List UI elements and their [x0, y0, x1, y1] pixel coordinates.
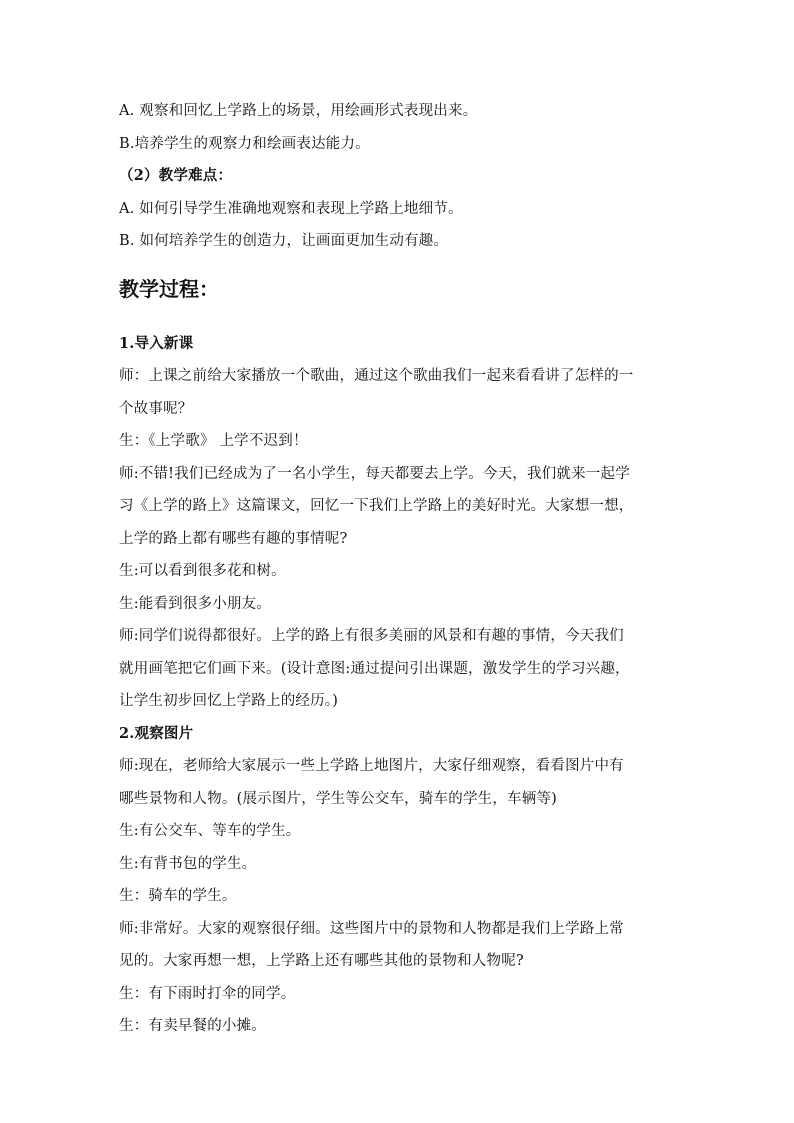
step1-line: 个故事呢？: [119, 400, 193, 417]
step1-line: 师:同学们说得都很好。上学的路上有很多美丽的风景和有趣的事情，今天我们: [119, 628, 624, 644]
step1-line: 生:能看到很多小朋友。: [119, 595, 272, 612]
step1-line: 生:可以看到很多花和树。: [119, 563, 286, 579]
objective-a: A. 观察和回忆上学路上的场景，用绘画形式表现出来。: [119, 103, 478, 119]
step2-line: 哪些景物和人物。(展示图片，学生等公交车，骑车的学生，车辆等): [119, 790, 558, 807]
step1-heading: 1.导入新课: [119, 334, 194, 352]
difficulties-heading: （2）教学难点：: [119, 167, 233, 184]
objective-b: B.培养学生的观察力和绘画表达能力。: [119, 135, 370, 152]
step1-line: 就用画笔把它们画下来。(设计意图:通过提问引出课题，激发学生的学习兴趣，: [119, 660, 630, 677]
step1-line: 师:不错!我们已经成为了一名小学生，每天都要去上学。今天，我们就来一起学: [119, 465, 630, 482]
step1-line: 习《上学的路上》这篇课文，回忆一下我们上学路上的美好时光。大家想一想，: [119, 498, 634, 514]
document-body: [119, 95, 679, 1043]
step2-line: 生：有下雨时打伞的同学。: [119, 985, 296, 1002]
step1-line: 生：《上学歌》 上学不迟到！: [119, 433, 308, 449]
step2-line: 见的。大家再想一想，上学路上还有哪些其他的景物和人物呢?: [119, 953, 524, 969]
difficulty-a: A. 如何引导学生准确地观察和表现上学路上地细节。: [119, 200, 463, 217]
step2-line: 生:有公交车、等车的学生。: [119, 823, 301, 839]
step1-lines: [119, 360, 679, 718]
step2-line: 生：骑车的学生。: [119, 888, 237, 904]
step2-line: 生：有卖早餐的小摊。: [119, 1018, 266, 1034]
step2-line: 生:有背书包的学生。: [119, 855, 257, 872]
step1-line: 师：上课之前给大家播放一个歌曲，通过这个歌曲我们一起来看看讲了怎样的一: [119, 368, 634, 384]
step2-line: 师:非常好。大家的观察很仔细。这些图片中的景物和人物都是我们上学路上常: [119, 920, 624, 937]
step1-line: 让学生初步回忆上学路上的经历。): [119, 693, 339, 709]
process-title: 教学过程：: [119, 276, 219, 301]
step1-line: 上学的路上都有哪些有趣的事情呢?: [119, 530, 348, 547]
step2-lines: [119, 750, 679, 1043]
step2-line: 师:现在，老师给大家展示一些上学路上地图片，大家仔细观察，看看图片中有: [119, 758, 624, 774]
step2-heading: 2.观察图片: [119, 724, 194, 742]
difficulty-b: B. 如何培养学生的创造力，让画面更加生动有趣。: [119, 233, 449, 249]
